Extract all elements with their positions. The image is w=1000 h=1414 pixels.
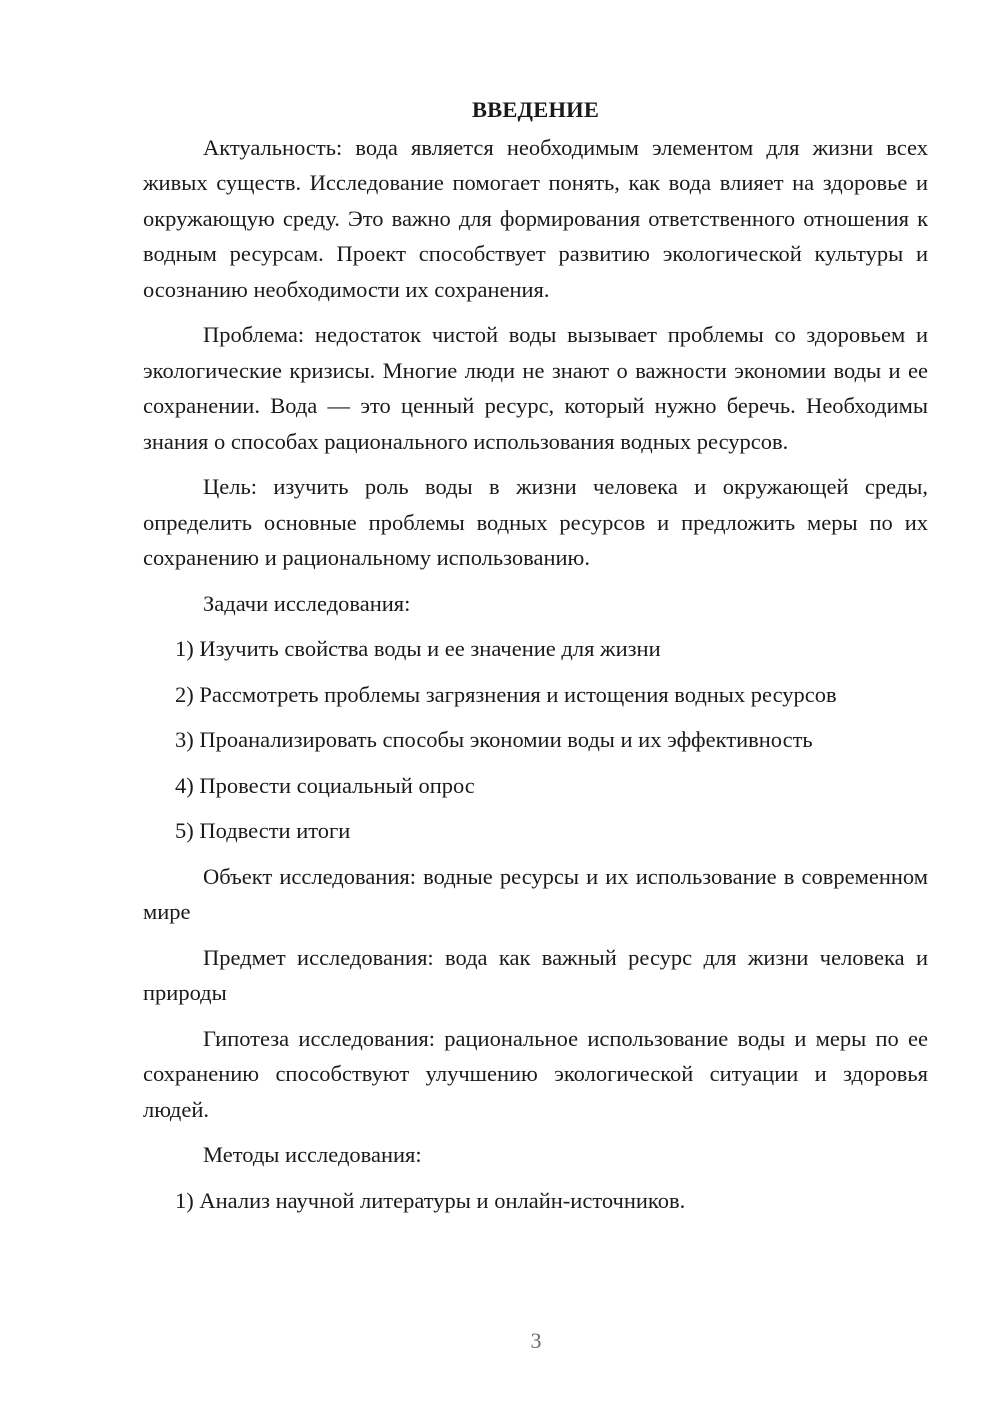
methods-list (143, 1183, 928, 1219)
hypothesis-paragraph: Гипотеза исследования: рациональное использование воды и меры по ее сохранению способствуют улучшению экологической ситуации и здоровья людей. (143, 1025, 928, 1122)
list-item: 1) Изучить свойства воды и ее значение для жизни (175, 636, 661, 661)
subject-paragraph: Предмет исследования: вода как важный ресурс для жизни человека и природы (143, 944, 928, 1005)
methods-heading: Методы исследования: (203, 1142, 422, 1167)
goal-paragraph: Цель: изучить роль воды в жизни человека и окружающей среды, определить основные проблемы водных ресурсов и предложить меры по их сохранению и рациональному использованию. (143, 474, 928, 570)
list-item: 3) Проанализировать способы экономии воды и их эффективность (175, 727, 813, 752)
relevance-paragraph: Актуальность: вода является необходимым элементом для жизни всех живых существ. Исследование помогает понять, как вода влияет на здоровье и окружающую среду. Это важно для формирования ответственного отношения к водным ресурсам. Проект способствует развитию экологической культуры и осознанию необходимости их сохранения. (143, 134, 928, 302)
tasks-list (143, 631, 928, 849)
document-page (143, 92, 928, 1228)
tasks-heading: Задачи исследования: (203, 590, 411, 616)
list-item: 1) Анализ научной литературы и онлайн-источников. (175, 1187, 686, 1213)
list-item: 4) Провести социальный опрос (175, 772, 475, 798)
list-item: 5) Подвести итоги (175, 818, 351, 843)
problem-paragraph: Проблема: недостаток чистой воды вызывает проблемы со здоровьем и экологические кризисы. Многие люди не знают о важности экономии воды и ее сохранении. Вода — это ценный ресурс, который нужно беречь. Необходимы знания о способах рационального использования водных ресурсов. (143, 322, 928, 454)
page-number: 3 (530, 1328, 542, 1353)
object-paragraph: Объект исследования: водные ресурсы и их использование в современном мире (143, 863, 928, 924)
list-item: 2) Рассмотреть проблемы загрязнения и истощения водных ресурсов (175, 681, 837, 707)
section-title: ВВЕДЕНИЕ (471, 97, 600, 122)
